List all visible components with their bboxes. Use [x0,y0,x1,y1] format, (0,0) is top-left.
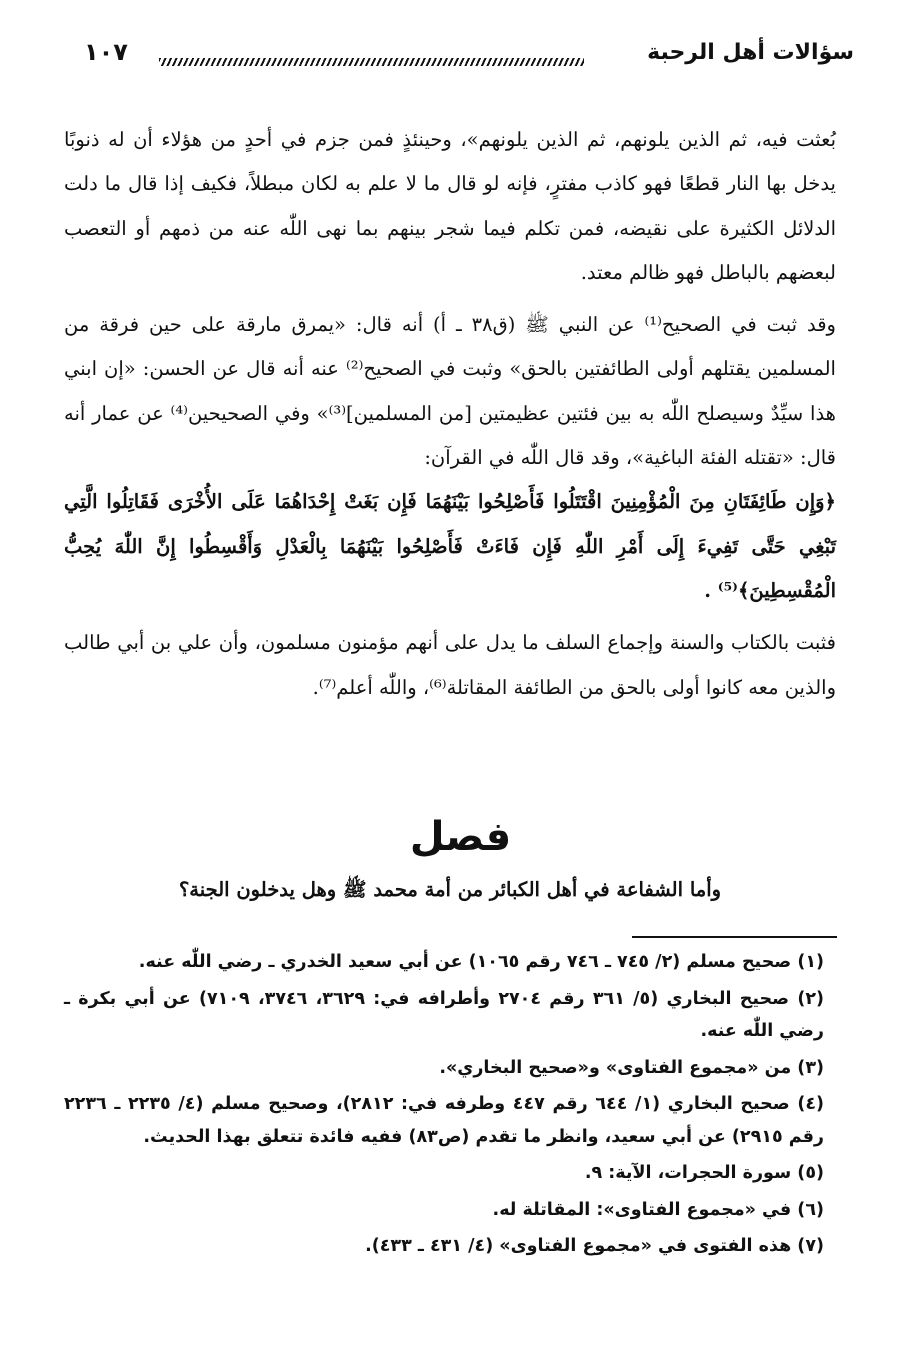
section-question: وأما الشفاعة في أهل الكبائر من أمة محمد ﷺ وهل يدخلون الجنة؟ [178,878,722,901]
footnote-4: (٤) صحيح البخاري (١/ ٦٤٤ رقم ٤٤٧ وطرفه في: ٢٨١٢)، وصحيح مسلم (٤/ ٢٢٣٥ ـ ٢٢٣٦ رقم ٢٩١٥) عن أبي سعيد، وانظر ما تقدم (ص٨٣) ففيه فائدة تتعلق بهذا الحديث. [64,1094,824,1147]
section-title: فصل [409,814,512,860]
paragraph-3: فثبت بالكتاب والسنة وإجماع السلف ما يدل على أنهم مؤمنون مسلمون، وأن علي بن أبي طالب والذين معه كانوا أولى بالحق من الطائفة المقاتلة⁽⁶⁾، واللّٰه أعلم⁽⁷⁾. [64,631,836,699]
footnotes [64,946,824,1267]
page-header [64,34,854,74]
footnote-7: (٧) هذه الفتوى في «مجموع الفتاوى» (٤/ ٤٣١ ـ ٤٣٣). [365,1236,824,1256]
paragraph-1: بُعثت فيه، ثم الذين يلونهم، ثم الذين يلونهم»، وحينئذٍ فمن جزم في أحدٍ من هؤلاء أن له ذنوبًا يدخل بها النار قطعًا فهو كاذب مفترٍ، فإنه لو قال ما لا علم به لكان مبطلاً، فكيف إذا قال ما دلت الدلائل الكثيرة على نقيضه، فمن تكلم فيما شجر بينهم بما نهى اللّٰه عنه من ذمهم أو التعصب لبعضهم بالباطل فهو ظالم معتد. [64,128,836,284]
footnote-3: (٣) من «مجموع الفتاوى» و«صحيح البخاري». [439,1057,824,1078]
footnote-5: (٥) سورة الحجرات، الآية: ٩. [584,1163,824,1183]
body-text [64,118,836,710]
footnote-1: (١) صحيح مسلم (٢/ ٧٤٥ ـ ٧٤٦ رقم ١٠٦٥) عن أبي سعيد الخدري ـ رضي اللّٰه عنه. [138,952,824,972]
footnote-separator [632,936,837,938]
page-number: ١٠٧ [84,38,128,66]
paragraph-2: وقد ثبت في الصحيح⁽¹⁾ عن النبي ﷺ (ق٣٨ ـ أ) أنه قال: «يمرق مارقة على حين فرقة من المسلمين يقتلهم أولى الطائفتين بالحق» وثبت في الصحيح⁽²⁾ عنه أنه قال عن الحسن: «إن ابني هذا سيِّدٌ وسيصلح اللّٰه به بين فئتين عظيمتين [من المسلمين]⁽³⁾» وفي الصحيحين⁽⁴⁾ عن عمار أنه قال: «تقتله الفئة الباغية»، وقد قال اللّٰه في القرآن: [64,313,836,470]
header-rule [159,58,584,66]
footnote-2: (٢) صحيح البخاري (٥/ ٣٦١ رقم ٢٧٠٤ وأطرافه في: ٣٦٢٩، ٣٧٤٦، ٧١٠٩) عن أبي بكرة ـ رضي اللّٰه عنه. [64,988,824,1041]
quran-verse: ﴿وَإِن طَائِفَتَانِ مِنَ الْمُؤْمِنِينَ اقْتَتَلُوا فَأَصْلِحُوا بَيْنَهُمَا فَإِن بَغَتْ إِحْدَاهُمَا عَلَى الأُخْرَى فَقَاتِلُوا الَّتِي تَبْغِي حَتَّى تَفِيءَ إِلَى أَمْرِ اللّٰهِ فَإِن فَاءَتْ فَأَصْلِحُوا بَيْنَهُمَا بِالْعَدْلِ وَأَقْسِطُوا إِنَّ اللّٰهَ يُحِبُّ الْمُقْسِطِينَ﴾⁽⁵⁾ . [64,490,836,602]
running-title: سؤالات أهل الرحبة [647,40,854,65]
footnote-6: (٦) في «مجموع الفتاوى»: المقاتلة له. [492,1199,824,1220]
